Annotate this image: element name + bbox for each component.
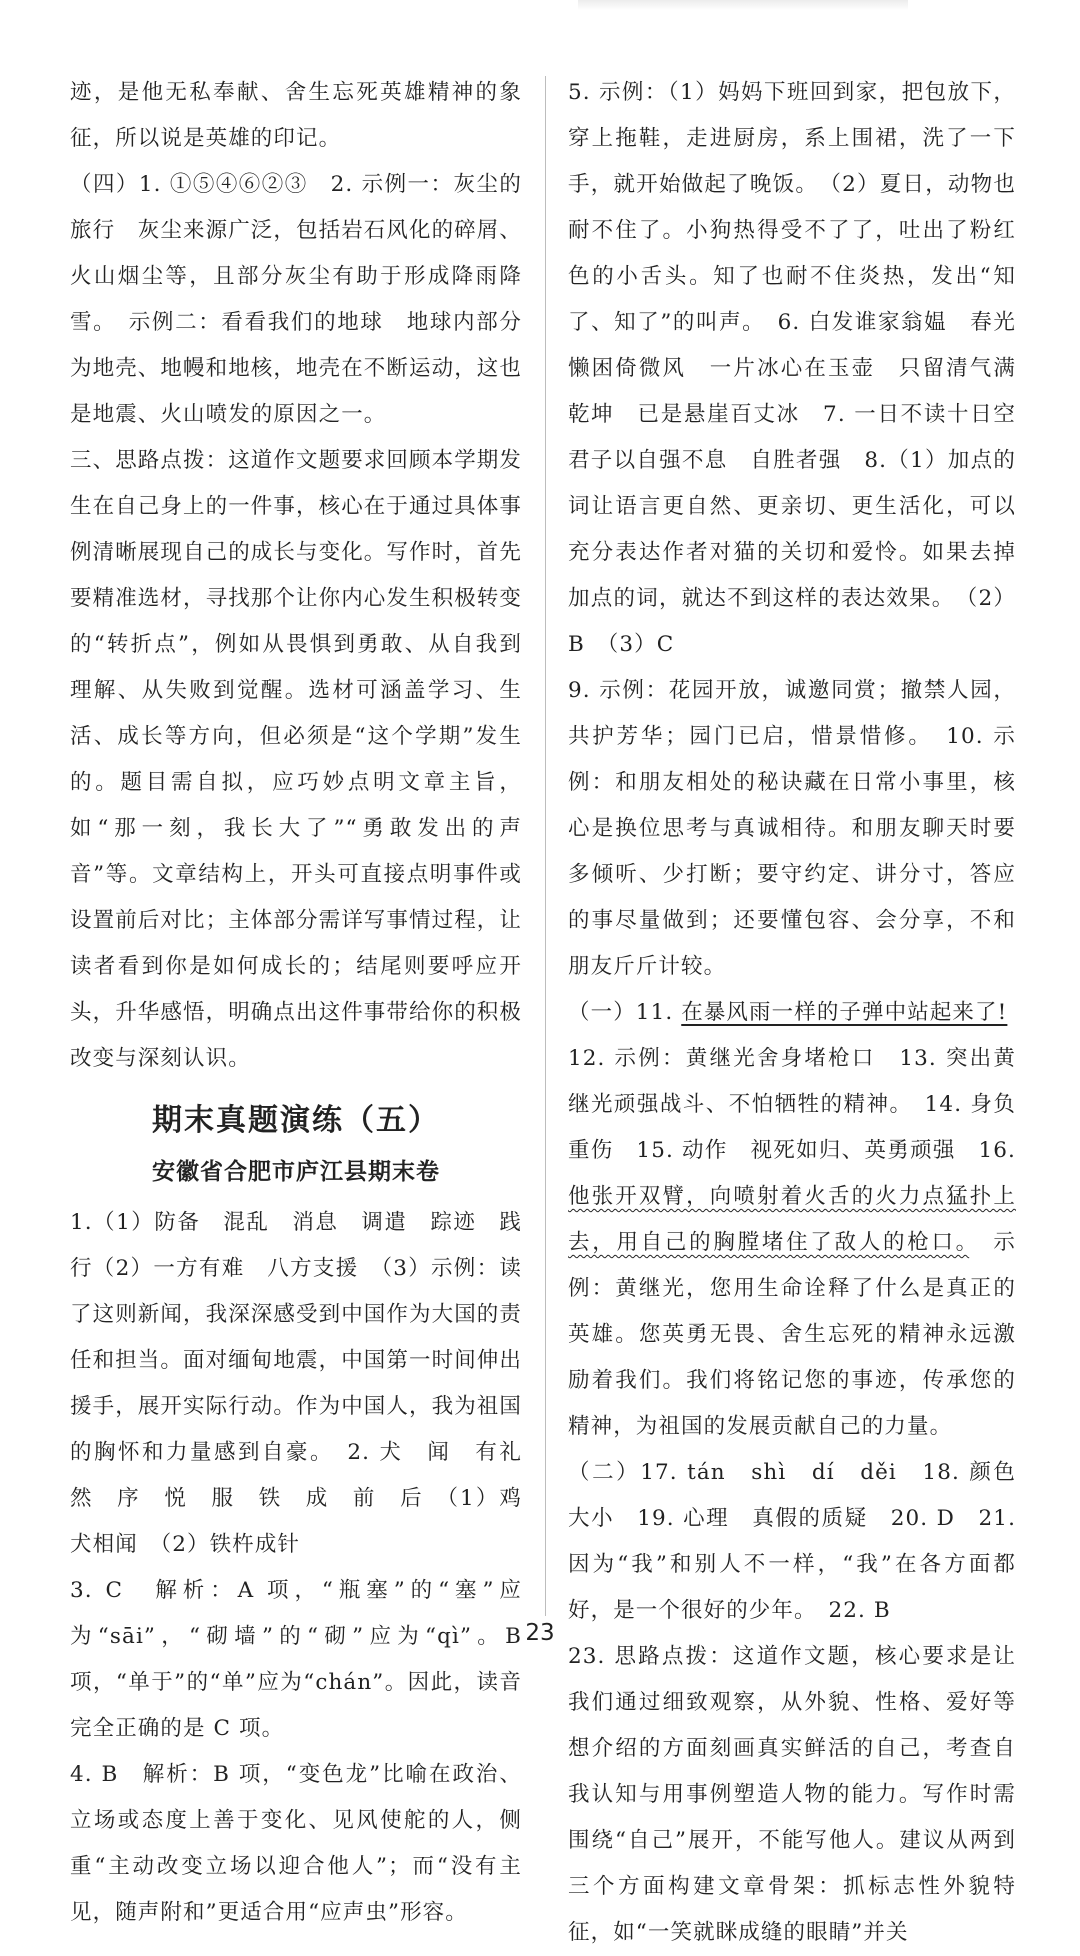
answer-text: 12. 示例：黄继光舍身堵枪口 13. 突出黄继光顽强战斗、不怕牺牲的精神。 14. 身负重伤 15. 动作 视死如归、英勇顽强 16.	[568, 1046, 1016, 1163]
column-divider	[545, 76, 546, 1616]
answer-text: 示例：黄继光，您用生命诠释了什么是真正的英雄。您英勇无畏、舍生忘死的精神永远激励着我们。我们将铭记您的事迹，传承您的精神，为祖国的发展贡献自己的力量。	[568, 1230, 1017, 1439]
answer-paragraph: 5. 示例：（1）妈妈下班回到家，把包放下，穿上拖鞋，走进厨房，系上围裙，洗了一下手，就开始做起了晚饭。 （2）夏日，动物也耐不住了。小狗热得受不了了，吐出了粉红色的小舌头。知了也耐不住炎热，发出“知了、知了”的叫声。 6. 白发谁家翁媪 春光懒困倚微风 一片冰心在玉壶 只留清气满乾坤 已是悬崖百丈冰 7. 一日不读十日空 君子以自强不息 自胜者强 8.（1）加点的词让语言更自然、更亲切、更生活化，可以充分表达作者对猫的关切和爱怜。如果去掉加点的词，就达不到这样的表达效果。 （2）B （3）C	[568, 80, 1039, 657]
answer-paragraph: 4. B 解析：B 项，“变色龙”比喻在政治、立场或态度上善于变化、见风使舵的人，侧重“主动改变立场以迎合他人”；而“没有主见，随声附和”更适合用“应声虫”形容。	[70, 1762, 522, 1925]
underlined-answer: 在暴风雨一样的子弹中站起来了!	[681, 1000, 1008, 1025]
answer-paragraph: 3. C 解析：A 项，“瓶塞”的“塞”应为“sāi”，“砌墙”的“砌”应为“qì”。B 项，“单于”的“单”应为“chán”。因此，读音完全正确的是 C 项。	[70, 1578, 522, 1741]
answer-paragraph: （四）1. ①⑤④⑥②③ 2. 示例一：灰尘的旅行 灰尘来源广泛，包括岩石风化的碎屑、火山烟尘等，且部分灰尘有助于形成降雨降雪。 示例二：看看我们的地球 地球内部分为地壳、地幔和地核，地壳在不断运动，这也是地震、火山喷发的原因之一。	[70, 172, 523, 427]
section-title: 期末真题演练（五）	[152, 1103, 440, 1138]
answer-paragraph: 三、思路点拨：这道作文题要求回顾本学期发生在自己身上的一件事，核心在于通过具体事例清晰展现自己的成长与变化。写作时，首先要精准选材，寻找那个让你内心发生积极转变的“转折点”，例如从畏惧到勇敢、从自我到理解、从失败到觉醒。选材可涵盖学习、生活、成长等方向，但必须是“这个学期”发生的。题目需自拟，应巧妙点明文章主旨，如“那一刻，我长大了”“勇敢发出的声音”等。文章结构上，开头可直接点明事件或设置前后对比；主体部分需详写事情过程，让读者看到你是如何成长的；结尾则要呼应开头，升华感悟，明确点出这件事带给你的积极改变与深刻认识。	[70, 448, 523, 1071]
answer-paragraph	[568, 1036, 1016, 1450]
answer-paragraph	[568, 990, 1016, 1036]
answer-label: （一）11.	[568, 1000, 682, 1025]
page-number: 23	[525, 1620, 555, 1646]
answer-paragraph: 迹，是他无私奉献、舍生忘死英雄精神的象征，所以说是英雄的印记。	[70, 80, 522, 151]
answer-paragraph: 9. 示例：花园开放，诚邀同赏；撤禁人园，共护芳华；园门已启，惜景惜修。 10. 示例：和朋友相处的秘诀藏在日常小事里，核心是换位思考与真诚相待。和朋友聊天时要多倾听、少打断；要守约定、讲分寸，答应的事尽量做到；还要懂包容、会分享，不和朋友斤斤计较。	[568, 678, 1016, 979]
section-subtitle: 安徽省合肥市庐江县期末卷	[152, 1159, 440, 1185]
answer-paragraph: 23. 思路点拨：这道作文题，核心要求是让我们通过细致观察，从外貌、性格、爱好等想介绍的方面刻画真实鲜活的自己，考查自我认知与用事例塑造人物的能力。写作时需围绕“自己”展开，不能写他人。建议从两到三个方面构建文章骨架：抓标志性外貌特征，如“一笑就眯成缝的眼睛”并关	[568, 1644, 1016, 1945]
wavy-underlined-answer: 他张开双臂，向喷射着火舌的火力点猛扑上去，用自己的胸膛堵住了敌人的枪口。	[568, 1184, 1016, 1255]
answer-paragraph: 1.（1）防备 混乱 消息 调遣 踪迹 践行（2）一方有难 八方支援 （3）示例：读了这则新闻，我深深感受到中国作为大国的责任和担当。面对缅甸地震，中国第一时间伸出援手，展开实际行动。作为中国人，我为祖国的胸怀和力量感到自豪。 2. 犬 闻 有礼 然 序 悦 服 铁 成 前 后 （1）鸡犬相闻 （2）铁杵成针	[70, 1210, 545, 1557]
right-column	[568, 70, 1039, 1956]
answer-paragraph: （二）17. tán shì dí děi 18. 颜色 大小 19. 心理 真假的质疑 20. D 21. 因为“我”和别人不一样，“我”在各方面都好，是一个很好的少年。 22. B	[568, 1460, 1039, 1623]
scan-edge-mark	[578, 0, 908, 10]
left-column	[70, 70, 545, 1936]
